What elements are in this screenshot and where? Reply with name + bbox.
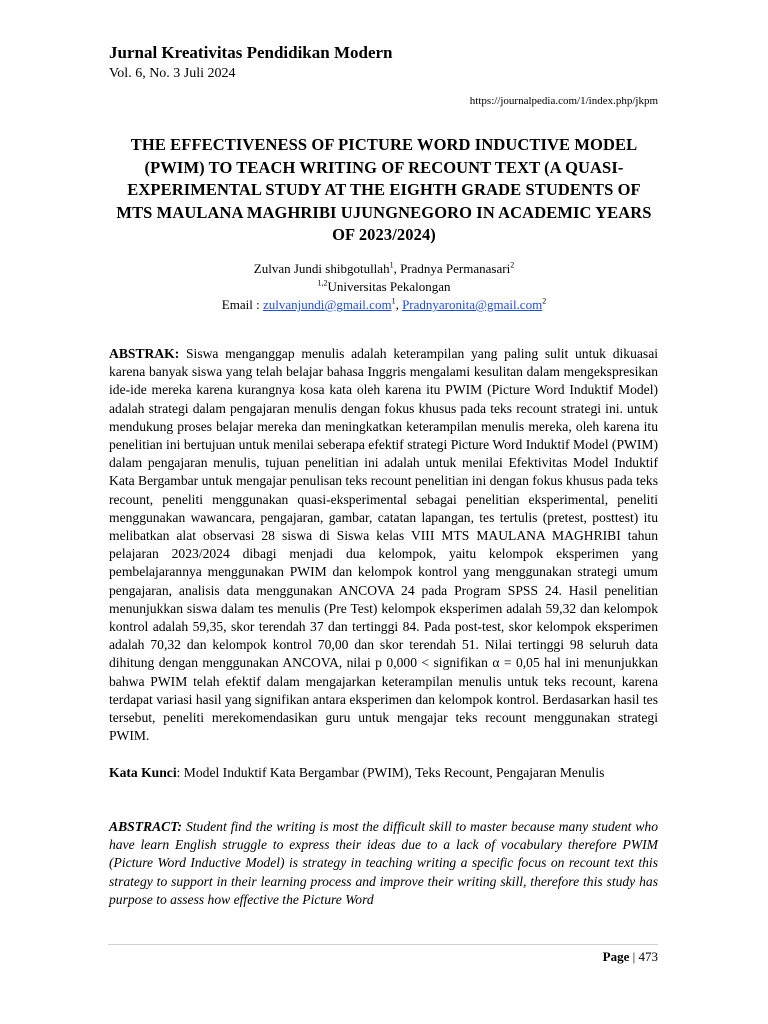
email-label: Email :: [221, 297, 263, 312]
affiliation: Universitas Pekalongan: [327, 279, 451, 294]
email-line: [108, 296, 660, 314]
author-superscript: 2: [510, 260, 515, 270]
author-superscript: 1: [389, 260, 394, 270]
keywords-text: : Model Induktif Kata Bergambar (PWIM), Teks Recount, Pengajaran Menulis: [176, 765, 605, 780]
page-value: 473: [638, 949, 658, 964]
email-superscript: 1: [391, 296, 396, 306]
author-name: Pradnya Permanasari: [400, 261, 511, 276]
page-label: Page: [602, 949, 630, 964]
journal-volume: Vol. 6, No. 3 Juli 2024: [109, 66, 236, 81]
journal-name: Jurnal Kreativitas Pendidikan Modern: [109, 43, 393, 62]
abstrak-paragraph: [109, 345, 658, 745]
affiliation-line: [108, 278, 660, 296]
keywords-paragraph: [109, 764, 658, 782]
author-separator: ,: [393, 261, 401, 276]
author-block: [108, 260, 660, 314]
email-link[interactable]: zulvanjundi@gmail.com: [262, 297, 392, 312]
abstract-text: Student find the writing is most the difficult skill to master because many student who have learn English struggle to express their ideas due to a lack of vocabulary therefore PWIM (Picture Word Inductive Model) is strategy in teaching writing a specific focus on recount text this strategy to support in their learning process and improve their writing skill, therefore this study has purpose to assess how effective the Picture Word: [109, 819, 659, 907]
page-number: [603, 949, 658, 965]
abstract-paragraph: [109, 818, 658, 909]
email-separator: ,: [395, 297, 403, 312]
abstrak-text: Siswa menganggap menulis adalah keterampilan yang paling sulit untuk dikuasai karena banyak siswa yang telah belajar bahasa Inggris mengalami kesulitan dalam mengekspresikan ide-ide mereka karena kurangnya kosa kata oleh karena itu PWIM (Picture Word Induktif Model) adalah strategi dalam pengajaran menulis dengan fokus khusus pada teks recount strategi ini. untuk mendukung proses belajar mereka dan meningkatkan keterampilan menulis mereka, oleh karena itu penelitian ini bertujuan untuk menilai seberapa efektif strategi Picture Word Induktif Model (PWIM) dalam pengajaran menulis, tujuan penelitian ini adalah untuk menilai Efektivitas Model Induktif Kata Bergambar untuk mengajar penulisan teks recount penelitian ini dengan fokus khusus pada teks recount, peneliti menggunakan quasi-eksperimental sebagai penelitian eksperimental, peneliti menggunakan wawancara, pengajaran, gambar, catatan lapangan, tes tertulis (pretest, posttest) itu melibatkan alat observasi 28 siswa di Siswa kelas VIII MTS MAULANA MAGHRIBI tahun pelajaran 2023/2024 dibagi menjadi dua kelompok, yaitu kelompok eksperimen yang pembelajarannya menggunakan PWIM dan kelompok kontrol yang menggunakan strategi umum pengajaran, analisis data menggunakan ANCOVA 24 pada Program SPSS 24. Hasil penelitian menunjukkan siswa dalam tes menulis (Pre Test) kelompok eksperimen adalah 59,32 dan kelompok kontrol adalah 59,35, skor terendah 37 dan tertinggi 84. Pada post-test, skor kelompok eksperimen adalah 70,32 dan kelompok kontrol 70,00 dan skor terendah 51. Nilai tertinggi 98 seluruh data dihitung dengan menggunakan ANCOVA, nilai p 0,000 < signifikan α = 0,05 hal ini menunjukkan bahwa PWIM telah efektif dalam mengajarkan keterampilan menulis untuk teks recount, karena terdapat variasi hasil yang signifikan antara eksperimen dan kelompok kontrol. Berdasarkan hasil tes tersebut, peneliti merekomendasikan guru untuk mengajar teks recount menggunakan strategi PWIM.: [109, 346, 659, 744]
email-superscript: 2: [542, 296, 547, 306]
footer-divider: [108, 944, 658, 945]
page-separator: |: [629, 949, 639, 964]
affiliation-superscript: 1,2: [317, 278, 328, 288]
author-line: [108, 260, 660, 278]
paper-title: THE EFFECTIVENESS OF PICTURE WORD INDUCTIVE MODEL (PWIM) TO TEACH WRITING OF RECOUNT TEXT (A QUASI-EXPERIMENTAL STUDY AT THE EIGHTH GRADE STUDENTS OF MTS MAULANA MAGHRIBI UJUNGNEGORO IN ACADEMIC YEARS OF 2023/2024): [116, 135, 652, 244]
author-name: Zulvan Jundi shibgotullah: [253, 261, 390, 276]
email-link[interactable]: Pradnyaronita@gmail.com: [402, 297, 543, 312]
abstrak-label: ABSTRAK:: [109, 346, 180, 361]
journal-url[interactable]: https://journalpedia.com/1/index.php/jkpm: [469, 95, 658, 107]
keywords-label: Kata Kunci: [109, 765, 177, 780]
abstract-label: ABSTRACT:: [109, 819, 183, 834]
